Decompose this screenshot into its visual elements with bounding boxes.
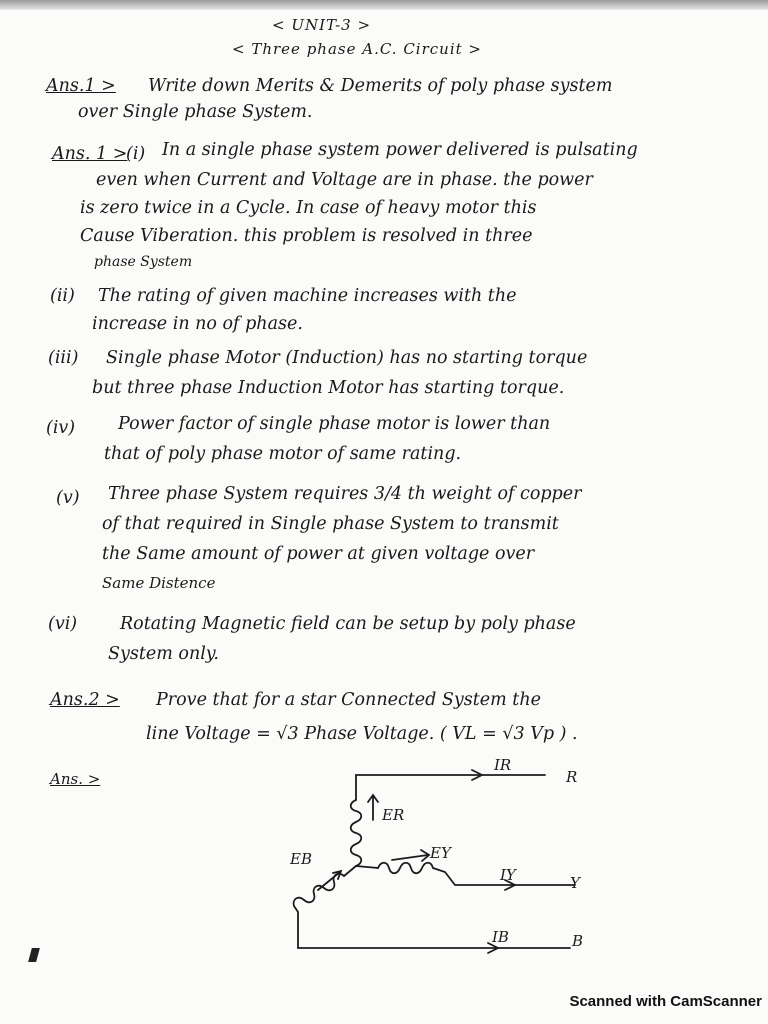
question1-line-2: over Single phase System. — [78, 102, 313, 122]
er-arrow — [368, 795, 378, 820]
point-vi-line-2: System only. — [108, 644, 219, 664]
point-ii-line-2: increase in no of phase. — [92, 314, 303, 334]
point-i-line-4: Cause Viberation. this problem is resolved in three — [80, 226, 533, 246]
unit-title: < UNIT-3 > — [272, 16, 372, 34]
point-v-line-4: Same Distence — [102, 574, 216, 592]
point-iii-num: (iii) — [48, 348, 79, 368]
ib-label: IB — [492, 928, 509, 946]
ey-label: EY — [430, 844, 451, 862]
y-terminal-label: Y — [570, 874, 580, 892]
r-phase-coil — [351, 800, 362, 866]
point-ii-num: (ii) — [50, 286, 75, 306]
question1-label: Ans.1 > — [46, 76, 116, 96]
point-v-line-2: of that required in Single phase System to transmit — [102, 514, 559, 534]
point-vi-line-1: Rotating Magnetic field can be setup by poly phase — [120, 614, 576, 634]
point-i-num: (i) — [126, 144, 146, 164]
iy-label: IY — [500, 866, 516, 884]
ey-arrow — [392, 850, 429, 861]
er-label: ER — [382, 806, 405, 824]
question1-line-1: Write down Merits & Demerits of poly phase system — [148, 76, 613, 96]
point-iii-line-1: Single phase Motor (Induction) has no starting torque — [106, 348, 588, 368]
answer2-label: Ans. > — [50, 770, 101, 788]
point-i-line-3: is zero twice in a Cycle. In case of heavy motor this — [80, 198, 537, 218]
question2-label: Ans.2 > — [50, 690, 120, 710]
point-iii-line-2: but three phase Induction Motor has starting torque. — [92, 378, 565, 398]
point-iv-line-1: Power factor of single phase motor is lower than — [118, 414, 551, 434]
point-v-line-1: Three phase System requires 3/4 th weight of copper — [108, 484, 582, 504]
point-iv-line-2: that of poly phase motor of same rating. — [104, 444, 462, 464]
answer1-label: Ans. 1 > — [52, 144, 128, 164]
point-i-line-2: even when Current and Voltage are in phase. the power — [96, 170, 593, 190]
point-vi-num: (vi) — [48, 614, 78, 634]
point-iv-num: (iv) — [46, 418, 76, 438]
b-terminal-label: B — [572, 932, 584, 950]
point-ii-line-1: The rating of given machine increases with the — [98, 286, 517, 306]
point-v-line-3: the Same amount of power at given voltage over — [102, 544, 535, 564]
point-v-num: (v) — [56, 488, 80, 508]
topic-title: < Three phase A.C. Circuit > — [232, 40, 482, 58]
point-i-line-5: phase System — [94, 254, 193, 270]
point-i-line-1: In a single phase system power delivered is pulsating — [162, 140, 638, 160]
y-phase-wire — [356, 866, 378, 868]
question2-line-1: Prove that for a star Connected System the — [156, 690, 541, 710]
eb-arrow — [318, 871, 341, 890]
r-phase-wire — [356, 775, 545, 800]
question2-line-2: line Voltage = √3 Phase Voltage. ( VL = √3 Vp ) . — [146, 724, 578, 744]
camscanner-watermark: Scanned with CamScanner — [569, 993, 762, 1010]
y-phase-coil — [378, 863, 575, 885]
ir-label: IR — [494, 756, 512, 774]
r-terminal-label: R — [566, 768, 578, 786]
b-phase-wire — [344, 866, 356, 876]
eb-label: EB — [290, 850, 312, 868]
